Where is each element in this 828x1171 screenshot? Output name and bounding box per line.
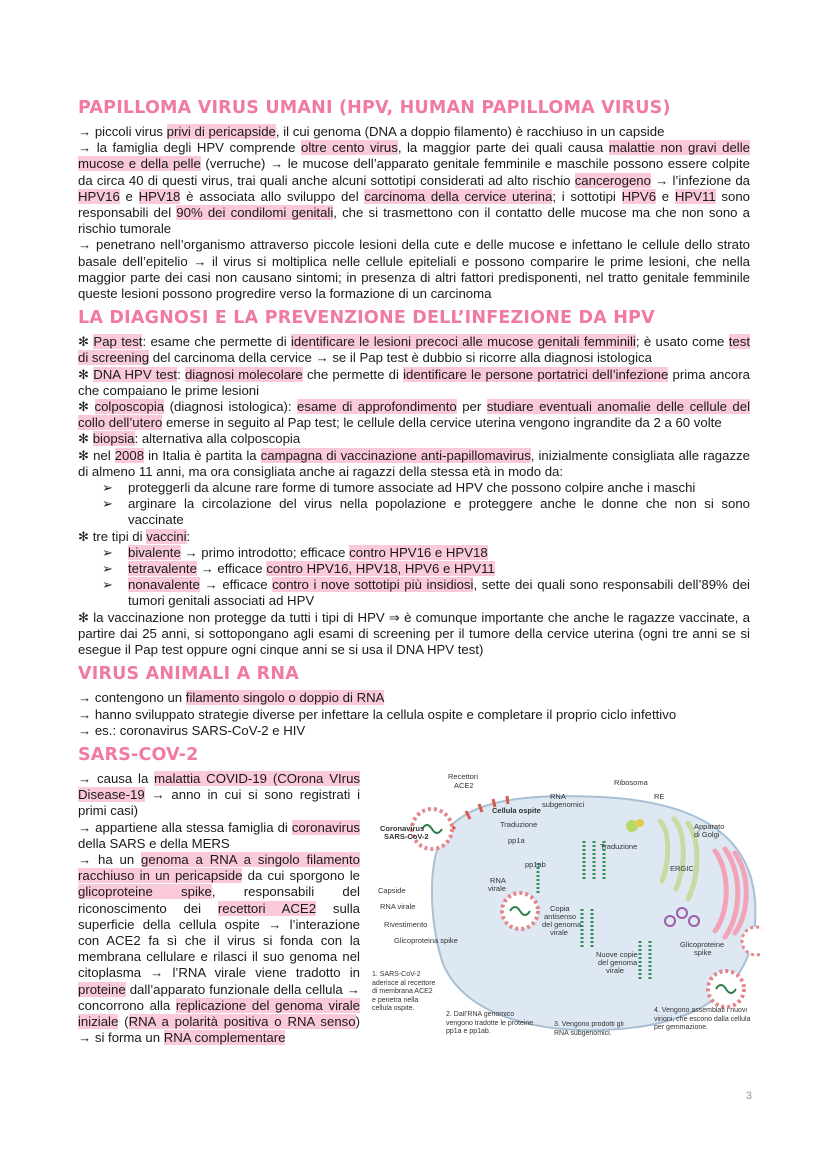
virus-particle-entering xyxy=(502,893,538,929)
label-traduzione-1: Traduzione xyxy=(500,819,538,829)
vaccinazione-list xyxy=(78,480,750,529)
label-traduzione-2: Traduzione xyxy=(600,841,638,851)
sars-cov-2-replication-diagram xyxy=(370,771,762,1059)
section-title-sars: SARS-COV-2 xyxy=(78,744,199,765)
nota-vaccinazione-paragraph: ✻ la vaccinazione non protegge da tutti i tipi di HPV ⇒ è comunque importante che anche le ragazze vaccinate, a partire dai 25 anni, si sottopongano agli esami di screening per il tumore della cervice uterina (ogni tre anni se si esegue il Pap test oppure ogni cinque anni se si usa il DNA HPV test) xyxy=(78,609,750,658)
label-nuove-2: del genoma xyxy=(598,957,638,967)
label-copia-4: virale xyxy=(550,927,568,937)
sars-text-column xyxy=(78,771,360,1046)
label-rna-sub-1: RNA xyxy=(550,791,566,801)
sars-paragraph-3: → ha un genoma a RNA a singolo filamento racchiuso in un pericapside da cui sporgono le glicoproteine spike, responsabili del riconoscimento dei recettori ACE2 sulla superficie della cellula ospite → l’interazione con ACE2 fa sì che il virus si fonda con la membrana cellulare e rilasci il suo genoma nel citoplasma → l’RNA virale viene tradotto in proteine dall’apparato funzionale della cellula → concorrono alla replicazione del genoma virale iniziale (RNA a polarità positiva o RNA senso) → si forma un RNA complementare xyxy=(78,851,361,1046)
section-rna xyxy=(78,662,750,739)
step-4-caption: 4. Vengono assemblati i nuovi virioni, che escono dalla cellula per gemmazione. xyxy=(654,1006,751,1031)
biopsia-paragraph: ✻ biopsia: alternativa alla colposcopia xyxy=(78,431,301,447)
hpv-paragraph-1: → piccoli virus privi di pericapside, il cui genoma (DNA a doppio filamento) è racchiuso in un capside xyxy=(78,124,665,139)
rna-line-1: → contengono un filamento singolo o doppio di RNA xyxy=(78,690,385,706)
label-rna-v-2: virale xyxy=(488,883,506,893)
list-item: ➢ arginare la circolazione del virus nella popolazione e proteggere anche le donne che non si sono vaccinate xyxy=(102,496,750,528)
section-sars xyxy=(78,743,750,1061)
label-copia-2: antisenso xyxy=(544,911,577,921)
section-title-hpv: PAPILLOMA VIRUS UMANI (HPV, HUMAN PAPILLOMA VIRUS) xyxy=(78,98,671,118)
label-pp1ab: pp1ab xyxy=(525,859,546,869)
label-recettori: Recettori xyxy=(448,771,479,781)
label-cellula-ospite: Cellula ospite xyxy=(492,805,541,815)
section-title-rna: VIRUS ANIMALI A RNA xyxy=(78,664,299,685)
label-ace2: ACE2 xyxy=(454,780,474,790)
label-glicoproteina-spike: Glicoproteina spike xyxy=(394,935,458,945)
step-1-caption: 1. SARS-CoV-2 aderisce al recettore di membrana ACE2 e penetra nella cellula ospite. xyxy=(372,970,436,1012)
label-golgi-2: di Golgi xyxy=(694,829,720,839)
sars-paragraph-1: → causa la malattia COVID-19 (COrona VIrus Disease-19 → anno in cui si sono registrati i primi casi) xyxy=(78,770,361,819)
dna-test-paragraph: ✻ DNA HPV test: diagnosi molecolare che permette di identificare le persone portatrici dell’infezione prima ancora che compaiano le prime lesioni xyxy=(78,366,750,398)
colposcopia-paragraph: ✻ colposcopia (diagnosi istologica): esame di approfondimento per studiare eventuali anomalie delle cellule del collo dell’utero emerse in seguito al Pap test; le cellule della cervice uterina vengono ingrandite da 2 a 60 volte xyxy=(78,399,751,431)
section-title-diagnosi: LA DIAGNOSI E LA PREVENZIONE DELL’INFEZIONE DA HPV xyxy=(78,308,655,329)
label-ergic: ERGIC xyxy=(670,863,694,873)
label-nuove-3: virale xyxy=(606,965,624,975)
vaccinazione-paragraph: ✻ nel 2008 in Italia è partita la campagna di vaccinazione anti-papillomavirus, inizialmente consigliata alle ragazze di almeno 11 anni, ma ora consigliata anche ai ragazzi della stessa età in modo da: xyxy=(78,447,750,479)
label-sars-cov-2: SARS-CoV-2 xyxy=(384,831,429,841)
page-content xyxy=(78,96,750,1065)
label-copia-3: del genoma xyxy=(542,919,582,929)
tipi-vaccini-paragraph: ✻ tre tipi di vaccini: xyxy=(78,528,191,544)
section-diagnosi xyxy=(78,306,750,658)
sars-content xyxy=(78,771,750,1061)
tipi-vaccini-list xyxy=(78,545,750,610)
list-item: ➢ proteggerli da alcune rare forme di tumore associate ad HPV che possono colpire anche i maschi xyxy=(102,480,696,496)
label-re: RE xyxy=(654,791,665,801)
sars-paragraph-2: → appartiene alla stessa famiglia di coronavirus della SARS e della MERS xyxy=(78,819,360,851)
label-rna-sub-2: subgenomici xyxy=(542,799,585,809)
label-ribosoma: Ribosoma xyxy=(614,777,648,787)
rna-line-2: → hanno sviluppato strategie diverse per infettare la cellula ospite e completare il proprio ciclo infettivo xyxy=(78,706,677,722)
list-item: ➢ bivalente → primo introdotto; efficace contro HPV16 e HPV18 xyxy=(102,544,488,560)
hpv-paragraph-2: → la famiglia degli HPV comprende oltre cento virus, la maggior parte dei quali causa malattie non gravi delle mucose e della pelle (verruche) → le mucose dell’apparato genitale femminile e maschile possono essere colpite da circa 40 di questi virus, trai quali anche alcuni sottotipi considerati ad alto rischio cancerogeno → l’infezione da HPV16 e HPV18 è associata allo sviluppo del carcinoma della cervice uterina; i sottotipi HPV6 e HPV11 sono responsabili del 90% dei condilomi genitali, che si trasmettono con il contatto delle mucose ma che non sono a rischio tumorale xyxy=(78,140,751,237)
label-rivestimento: Rivestimento xyxy=(384,919,428,929)
label-rna-v-1: RNA xyxy=(490,875,506,885)
pap-test-paragraph: ✻ Pap test: esame che permette di identificare le lesioni precoci alle mucose genitali femminili; è usato come test di screening del carcinoma della cervice → se il Pap test è dubbio si ricorre alla diagnosi istologica xyxy=(78,334,750,366)
list-item: ➢ tetravalente → efficace contro HPV16, HPV18, HPV6 e HPV11 xyxy=(102,561,495,577)
label-glicoproteine-1: Glicoproteine xyxy=(680,939,725,949)
hpv-paragraph-3: → penetrano nell’organismo attraverso piccole lesioni della cute e delle mucose e infettano le cellule dello strato basale dell’epitelio → il virus si moltiplica nelle cellule epiteliali e possono comparire le prime lesioni, che nella maggior parte dei casi non causano sintomi; in presenza di altri fattori predisponenti, nel tratto genitale femminile queste lesioni possono progredire verso la formazione di un carcinoma xyxy=(78,237,750,302)
label-capside: Capside xyxy=(378,885,406,895)
label-pp1a: pp1a xyxy=(508,835,525,845)
section-hpv xyxy=(78,96,750,302)
label-copia-1: Copia xyxy=(550,903,570,913)
label-rna-virale: RNA virale xyxy=(380,901,416,911)
label-coronavirus: Coronavirus xyxy=(380,823,425,833)
step-2-caption: 2. Dall’RNA genomico vengono tradotte le proteine pp1a e pp1ab. xyxy=(446,1010,534,1035)
list-item: ➢ nonavalente → efficace contro i nove sottotipi più insidiosi, sette dei quali sono responsabili dell’89% dei tumori genitali associati ad HPV xyxy=(102,577,750,609)
label-golgi-1: Apparato xyxy=(694,821,725,831)
rna-line-3: → es.: coronavirus SARS-CoV-2 e HIV xyxy=(78,722,306,738)
page-number: 3 xyxy=(745,1090,752,1102)
virus-particle-budding xyxy=(708,971,744,1007)
label-nuove-1: Nuove copie xyxy=(596,949,638,959)
step-3-caption: 3. Vengono prodotti gli RNA subgenomici. xyxy=(554,1020,624,1037)
label-glicoproteine-2: spike xyxy=(694,947,712,957)
